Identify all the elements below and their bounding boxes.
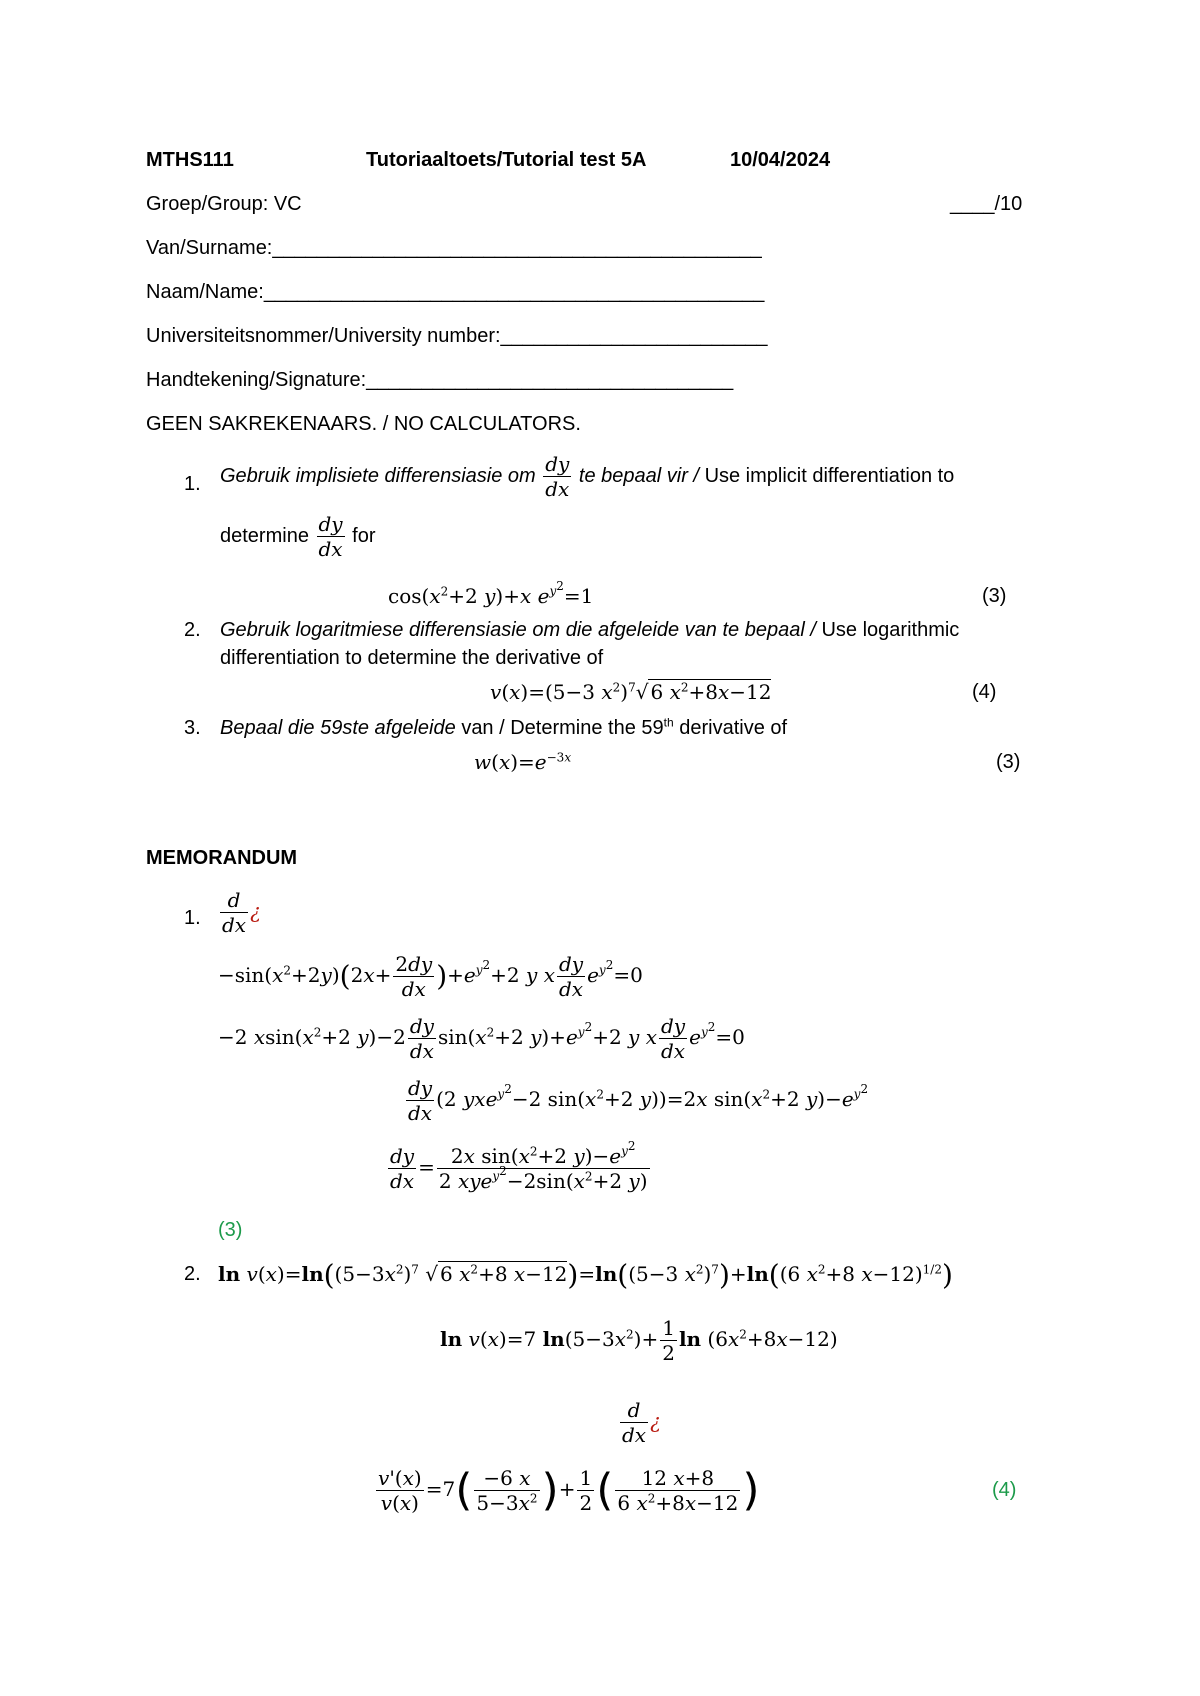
question-2-marks: (4) <box>972 681 997 703</box>
dy-dx-fraction: $\frac{dy}{dx}$ <box>318 512 343 561</box>
memo-1-marks: (3) <box>218 1219 243 1241</box>
course-code: MTHS111 <box>146 149 234 171</box>
memo-2-step-1: $\ln v(x)=\ln((5-3x^2)^7$ √ 6 $x^2+8$ x−12)=ln((5−3 $x^2)^7)+\ln((6$ $x^2+8$ x−12)$^{1/2}$) <box>218 1258 953 1292</box>
memo-2-marks: (4) <box>992 1479 1017 1501</box>
question-1-text-line2: determine $\frac{dy}{dx}$ for <box>220 512 376 561</box>
question-1-marks: (3) <box>982 585 1007 607</box>
question-1-equation: $\cos(x^2+2$ y)+x $e^{y^2}=1$ <box>388 579 594 608</box>
memo-1-step-1: $-\sin(x^2+2y)(2x+$ $\frac{2dy}{dx}$ )$+e^{y^2}+2$ y x $\frac{dy}{dx}$ $e^{y^2}=0$ <box>218 952 643 1001</box>
no-calculators-notice: GEEN SAKREKENAARS. / NO CALCULATORS. <box>146 413 581 435</box>
memo-2-step-2: ln v(x)=7 $\ln(5-3x^2)+$ $\frac{1}{2}$ $\ln (6x^2+8x-12)$ <box>440 1316 838 1365</box>
question-1-number: 1. <box>184 473 201 495</box>
test-title: Tutoriaaltoets/Tutorial test 5A <box>366 149 647 171</box>
memo-2-number: 2. <box>184 1263 201 1285</box>
question-2-number: 2. <box>184 619 201 641</box>
question-3-equation: $w(x)=e^{-3x}$ <box>474 750 572 774</box>
memo-1-step-3: $\frac{dy}{dx}$ (2 yxe$^{y^2}$−2 $\sin(x^2+2$ y))=2x $\sin(x^2+2$ $y)-e^{y^2}$ <box>408 1076 869 1125</box>
memo-1-step-2: −2 $xsin(x^2+2$ y)−2 $\frac{dy}{dx}$ $\sin(x^2+2$ $y)+e^{y^2}+2$ y x $\frac{dy}{dx}$ $e^{y^2}=0$ <box>218 1014 745 1063</box>
student-number-field: Universiteitsnommer/University number:________________________ <box>146 325 768 347</box>
memo-2-result: $\frac{v'(x)}{v(x)}$ =7( $\frac{-6 x}{5-3x^2}$ )+ $\frac{1}{2}$ ( $\frac{12 x+8}{6 x^2+8x-12}$ ) <box>378 1464 760 1516</box>
question-2-equation: v(x)=(5−3 $x^2)^7√$ 6 $x^2+8x-12$ <box>490 680 772 704</box>
group-field: Groep/Group: VC <box>146 193 302 215</box>
memo-1-derivative-operator: $\frac{d}{dx}$ ¿ <box>222 888 261 937</box>
test-date: 10/04/2024 <box>730 149 831 171</box>
memo-2-derivative-operator: $\frac{d}{dx}$ ¿ <box>622 1398 661 1447</box>
name-field: Naam/Name:_____________________________________________ <box>146 281 765 303</box>
signature-field: Handtekening/Signature:_________________________________ <box>146 369 734 391</box>
memo-1-result: $\frac{dy}{dx}$ = $\frac{2x \sin(x^2+2 y)-e^{y^2}}{2 xye^{y^2}-2\sin(x^2+2 y)}$ <box>390 1139 648 1193</box>
memo-1-number: 1. <box>184 907 201 929</box>
question-1-text: Gebruik implisiete differensiasie om $\frac{dy}{dx}$ te bepaal vir / Use implicit differentiation to <box>220 452 955 501</box>
score-field: ____/10 <box>950 193 1023 215</box>
question-2-text-line2: differentiation to determine the derivative of <box>220 647 604 669</box>
dy-dx-fraction: $\frac{dy}{dx}$ <box>545 452 570 501</box>
memorandum-title: MEMORANDUM <box>146 847 298 869</box>
question-3-number: 3. <box>184 717 201 739</box>
question-3-text: Bepaal die 59ste afgeleide van / Determine the 59th derivative of <box>220 715 788 739</box>
surname-field: Van/Surname:____________________________________________ <box>146 237 762 259</box>
question-2-text: Gebruik logaritmiese differensiasie om die afgeleide van te bepaal / Use logarithmic <box>220 619 960 641</box>
question-3-marks: (3) <box>996 751 1021 773</box>
